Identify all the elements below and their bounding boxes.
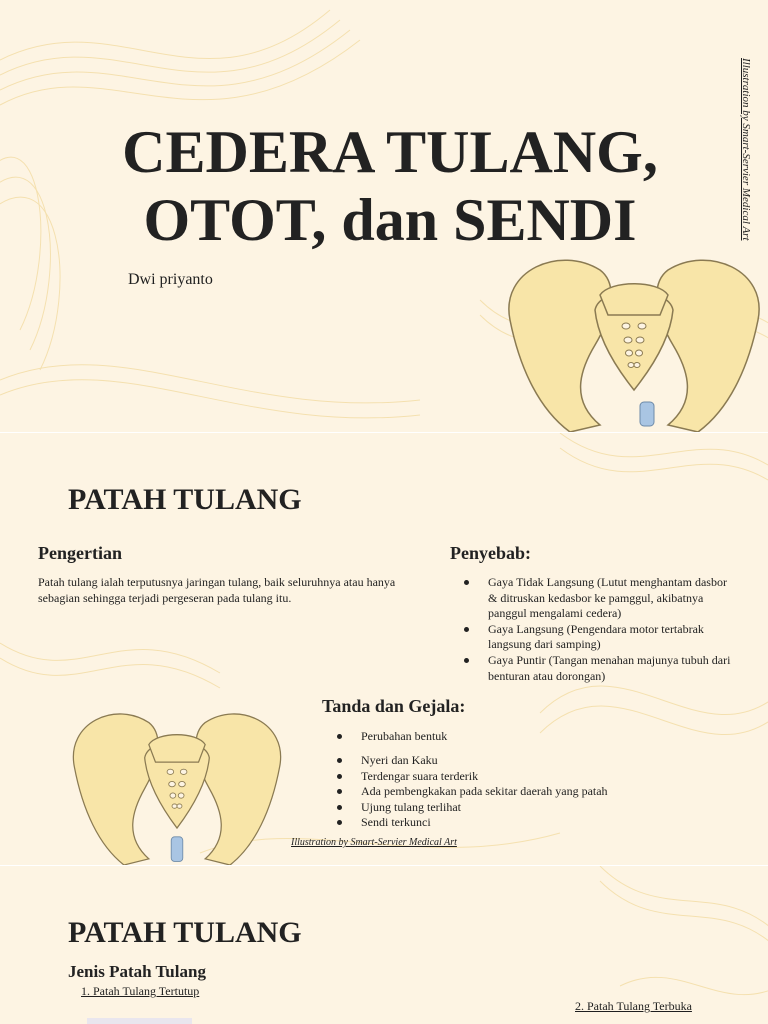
author-name: Dwi priyanto <box>128 271 213 288</box>
penyebab-heading: Penyebab: <box>450 543 531 563</box>
slide-title: PATAH TULANG <box>68 916 302 949</box>
pengertian-heading: Pengertian <box>38 543 122 563</box>
list-item: Gaya Langsung (Pengendara motor tertabrak langsung dari samping) <box>462 622 732 653</box>
page-title <box>0 118 768 254</box>
title-line-1: CEDERA TULANG, <box>122 119 658 185</box>
list-item: Terdengar suara terderik <box>335 769 655 785</box>
pelvis-illustration <box>66 705 288 865</box>
pengertian-text: Patah tulang ialah terputusnya jaringan tulang, baik seluruhnya atau hanya sebagian sehingga terjadi pergeseran pada tulang itu. <box>38 575 396 605</box>
tanda-gejala-heading: Tanda dan Gejala: <box>322 696 466 716</box>
tanda-gejala-first-list <box>335 729 655 745</box>
illustration-credit: Illustration by Smart-Servier Medical Art <box>291 837 457 848</box>
penyebab-list <box>462 575 732 684</box>
list-item: Gaya Tidak Langsung (Lutut menghantam dasbor & ditruskan kedasbor ke pamggul, akibatnya panggul mengalami cedera) <box>462 575 732 622</box>
slide-title: PATAH TULANG <box>68 483 302 516</box>
list-item: Ujung tulang terlihat <box>335 800 655 816</box>
slide-title <box>0 0 768 432</box>
jenis-item-tertutup: 1. Patah Tulang Tertutup <box>81 984 200 998</box>
title-line-2: OTOT, dan SENDI <box>143 187 637 253</box>
jenis-heading: Jenis Patah Tulang <box>68 962 206 981</box>
illustration-credit: Illustration by Smart-Servier Medical Art <box>740 58 752 241</box>
pelvis-illustration <box>500 250 768 432</box>
list-item: Nyeri dan Kaku <box>335 753 655 769</box>
list-item: Ada pembengkakan pada sekitar daerah yang patah <box>335 784 655 800</box>
list-item: Perubahan bentuk <box>335 729 655 745</box>
list-item: Gaya Puntir (Tangan menahan majunya tubuh dari benturan atau dorongan) <box>462 653 732 684</box>
tanda-gejala-list <box>335 753 655 831</box>
image-placeholder-top <box>87 1018 192 1024</box>
jenis-item-terbuka: 2. Patah Tulang Terbuka <box>575 999 692 1013</box>
slide-jenis-patah-tulang <box>0 866 768 1024</box>
list-item: Sendi terkunci <box>335 815 655 831</box>
slide-patah-tulang-pengertian <box>0 433 768 865</box>
